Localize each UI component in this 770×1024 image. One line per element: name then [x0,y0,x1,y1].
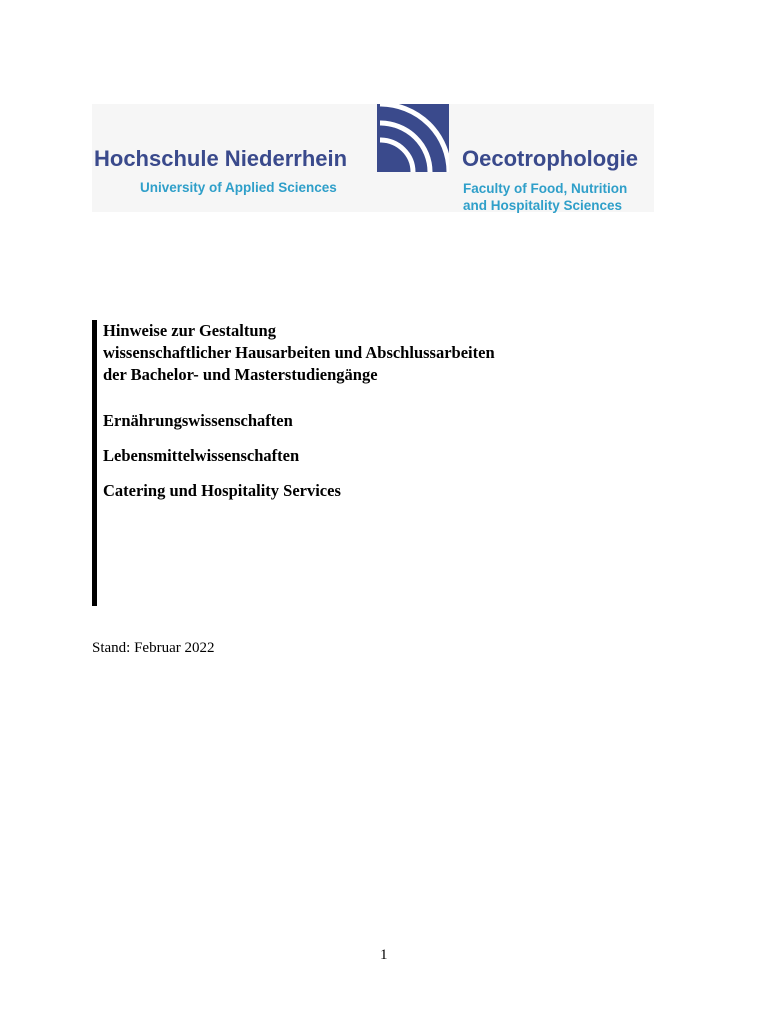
program-item: Lebensmittelwissenschaften [103,446,300,465]
faculty-name: Oecotrophologie [462,146,638,171]
university-logo-icon [377,104,449,172]
page-number: 1 [380,947,388,963]
faculty-subtitle-line-1: Faculty of Food, Nutrition [463,181,628,196]
faculty-subtitle-line-2: and Hospitality Sciences [463,198,623,213]
university-name: Hochschule Niederrhein [94,146,348,171]
document-date: Stand: Februar 2022 [92,640,215,656]
title-line-3: der Bachelor- und Masterstudiengänge [103,365,378,384]
faculty-subtitle [463,180,627,214]
title-line-2: wissenschaftlicher Hausarbeiten und Abschlussarbeiten [103,343,495,362]
title-line-1: Hinweise zur Gestaltung [103,321,276,340]
program-item: Catering und Hospitality Services [103,481,341,500]
document-title [103,320,495,386]
university-subtitle: University of Applied Sciences [140,180,337,195]
program-item: Ernährungswissenschaften [103,411,293,430]
title-accent-bar [92,320,97,606]
